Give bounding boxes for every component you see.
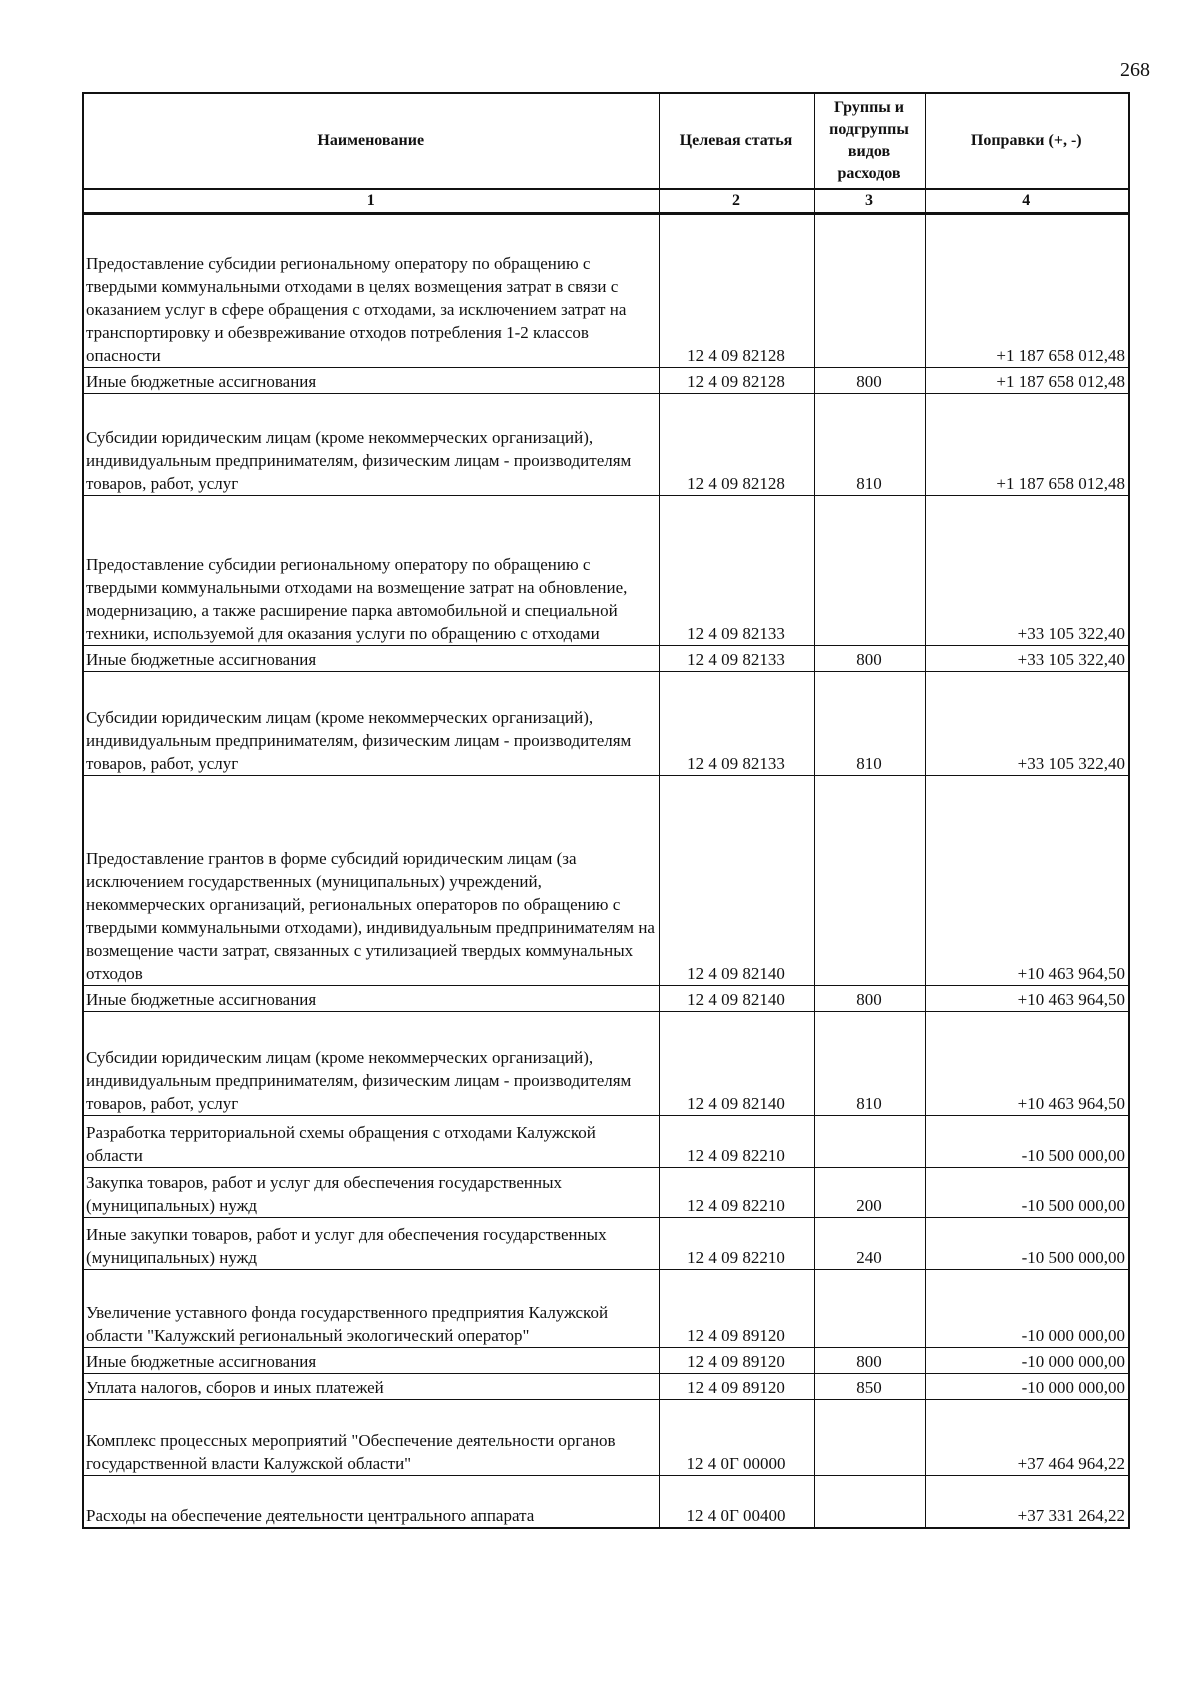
column-header-name: Наименование: [83, 93, 659, 189]
row-expense-group: [814, 214, 925, 368]
table-row: [83, 776, 1129, 986]
row-target-article: 12 4 09 89120: [659, 1374, 814, 1400]
row-name: Предоставление субсидии региональному оператору по обращению с твердыми коммунальными отходами на возмещение затрат на обновление, модернизацию, а также расширение парка автомобильной и специальной техники, используемой для оказания услуги по обращению с отходами: [83, 496, 659, 646]
column-number: 2: [659, 189, 814, 214]
row-amendment: +10 463 964,50: [925, 986, 1129, 1012]
row-name: Иные бюджетные ассигнования: [83, 646, 659, 672]
row-expense-group: 800: [814, 368, 925, 394]
row-name: Расходы на обеспечение деятельности центрального аппарата: [83, 1476, 659, 1528]
table-row: [83, 986, 1129, 1012]
row-expense-group: 810: [814, 1012, 925, 1116]
row-amendment: +10 463 964,50: [925, 776, 1129, 986]
row-target-article: 12 4 09 82128: [659, 368, 814, 394]
table-row: [83, 1012, 1129, 1116]
column-number: 3: [814, 189, 925, 214]
row-amendment: +33 105 322,40: [925, 646, 1129, 672]
row-target-article: 12 4 09 82210: [659, 1116, 814, 1168]
row-amendment: -10 500 000,00: [925, 1116, 1129, 1168]
row-expense-group: [814, 1116, 925, 1168]
table-row: [83, 394, 1129, 496]
row-name: Иные закупки товаров, работ и услуг для обеспечения государственных (муниципальных) нужд: [83, 1218, 659, 1270]
row-name: Субсидии юридическим лицам (кроме некоммерческих организаций), индивидуальным предпринимателям, физическим лицам - производителям товаров, работ, услуг: [83, 394, 659, 496]
row-target-article: 12 4 09 89120: [659, 1348, 814, 1374]
table-header-row: [83, 93, 1129, 189]
column-number: 1: [83, 189, 659, 214]
row-target-article: 12 4 09 82210: [659, 1218, 814, 1270]
row-amendment: -10 000 000,00: [925, 1374, 1129, 1400]
row-target-article: 12 4 09 82128: [659, 394, 814, 496]
column-number: 4: [925, 189, 1129, 214]
table-row: [83, 1270, 1129, 1348]
table-row: [83, 368, 1129, 394]
row-expense-group: [814, 1400, 925, 1476]
row-target-article: 12 4 09 82133: [659, 672, 814, 776]
row-expense-group: 810: [814, 394, 925, 496]
row-amendment: +33 105 322,40: [925, 496, 1129, 646]
row-amendment: +37 331 264,22: [925, 1476, 1129, 1528]
column-header-target-article: Целевая статья: [659, 93, 814, 189]
row-target-article: 12 4 09 82210: [659, 1168, 814, 1218]
row-name: Субсидии юридическим лицам (кроме некоммерческих организаций), индивидуальным предпринимателям, физическим лицам - производителям товаров, работ, услуг: [83, 1012, 659, 1116]
row-name: Субсидии юридическим лицам (кроме некоммерческих организаций), индивидуальным предпринимателям, физическим лицам - производителям товаров, работ, услуг: [83, 672, 659, 776]
row-target-article: 12 4 09 82133: [659, 646, 814, 672]
row-target-article: 12 4 09 82140: [659, 776, 814, 986]
row-target-article: 12 4 09 89120: [659, 1270, 814, 1348]
row-amendment: +1 187 658 012,48: [925, 214, 1129, 368]
row-name: Иные бюджетные ассигнования: [83, 1348, 659, 1374]
page-number: 268: [1120, 59, 1150, 81]
row-amendment: +10 463 964,50: [925, 1012, 1129, 1116]
table-row: [83, 1476, 1129, 1528]
row-amendment: -10 500 000,00: [925, 1168, 1129, 1218]
table-row: [83, 496, 1129, 646]
row-expense-group: [814, 1270, 925, 1348]
row-amendment: +33 105 322,40: [925, 672, 1129, 776]
row-expense-group: 810: [814, 672, 925, 776]
row-name: Иные бюджетные ассигнования: [83, 368, 659, 394]
column-header-amendments: Поправки (+, -): [925, 93, 1129, 189]
row-expense-group: 850: [814, 1374, 925, 1400]
row-expense-group: 800: [814, 1348, 925, 1374]
row-name: Комплекс процессных мероприятий "Обеспечение деятельности органов государственной власти Калужской области": [83, 1400, 659, 1476]
table-row: [83, 1400, 1129, 1476]
row-expense-group: 800: [814, 986, 925, 1012]
column-number-row: [83, 189, 1129, 214]
row-name: Предоставление грантов в форме субсидий юридическим лицам (за исключением государственных (муниципальных) учреждений, некоммерческих организаций, региональных операторов по обращению с твердыми коммунальными отходами), индивидуальным предпринимателям на возмещение части затрат, связанных с утилизацией твердых коммунальных отходов: [83, 776, 659, 986]
table-row: [83, 1218, 1129, 1270]
row-target-article: 12 4 09 82140: [659, 986, 814, 1012]
row-name: Закупка товаров, работ и услуг для обеспечения государственных (муниципальных) нужд: [83, 1168, 659, 1218]
table-row: [83, 1374, 1129, 1400]
row-amendment: +1 187 658 012,48: [925, 368, 1129, 394]
table-row: [83, 1348, 1129, 1374]
row-target-article: 12 4 09 82133: [659, 496, 814, 646]
row-expense-group: 200: [814, 1168, 925, 1218]
row-amendment: +1 187 658 012,48: [925, 394, 1129, 496]
row-expense-group: [814, 496, 925, 646]
row-amendment: -10 500 000,00: [925, 1218, 1129, 1270]
row-expense-group: 240: [814, 1218, 925, 1270]
row-expense-group: 800: [814, 646, 925, 672]
column-header-expense-groups: Группы и подгруппы видов расходов: [814, 93, 925, 189]
table-row: [83, 646, 1129, 672]
row-name: Разработка территориальной схемы обращения с отходами Калужской области: [83, 1116, 659, 1168]
row-amendment: +37 464 964,22: [925, 1400, 1129, 1476]
row-target-article: 12 4 0Г 00000: [659, 1400, 814, 1476]
row-name: Увеличение уставного фонда государственного предприятия Калужской области "Калужский региональный экологический оператор": [83, 1270, 659, 1348]
budget-amendments-table: [82, 92, 1130, 1529]
row-name: Иные бюджетные ассигнования: [83, 986, 659, 1012]
row-target-article: 12 4 09 82128: [659, 214, 814, 368]
table-row: [83, 1116, 1129, 1168]
table-row: [83, 214, 1129, 368]
row-expense-group: [814, 776, 925, 986]
row-name: Уплата налогов, сборов и иных платежей: [83, 1374, 659, 1400]
row-name: Предоставление субсидии региональному оператору по обращению с твердыми коммунальными отходами в целях возмещения затрат в связи с оказанием услуг в сфере обращения с отходами, за исключением затрат на транспортировку и обезвреживание отходов потребления 1-2 классов опасности: [83, 214, 659, 368]
row-expense-group: [814, 1476, 925, 1528]
row-amendment: -10 000 000,00: [925, 1270, 1129, 1348]
table-row: [83, 1168, 1129, 1218]
row-target-article: 12 4 09 82140: [659, 1012, 814, 1116]
row-target-article: 12 4 0Г 00400: [659, 1476, 814, 1528]
row-amendment: -10 000 000,00: [925, 1348, 1129, 1374]
table-row: [83, 672, 1129, 776]
